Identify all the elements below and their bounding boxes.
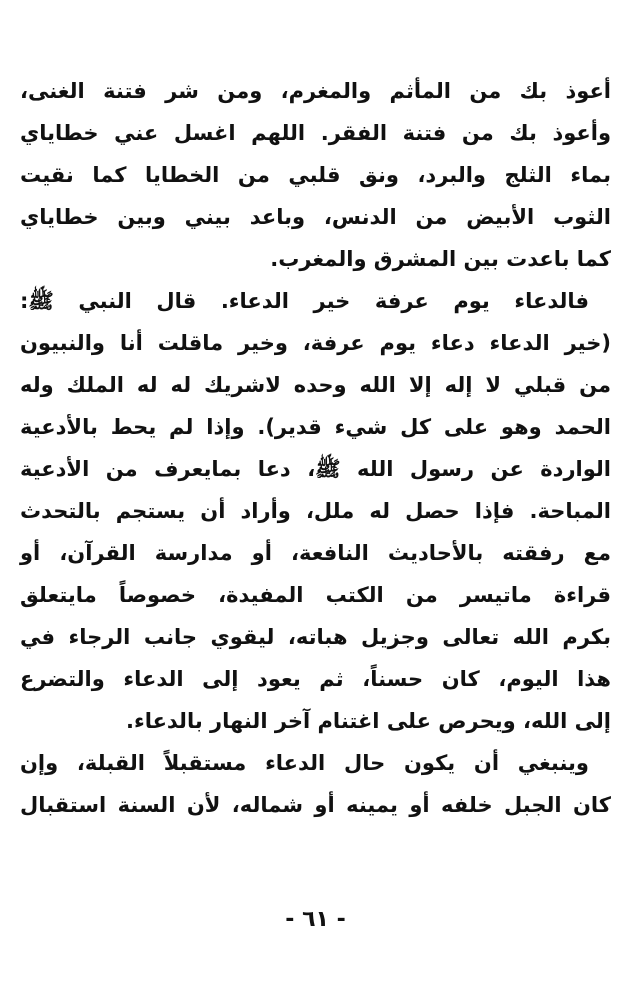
text-line: الواردة عن رسول الله ﷺ، دعا بمايعرف من الأدعية xyxy=(20,457,611,481)
text-line: الحمد وهو على كل شيء قدير). وإذا لم يحط بالأدعية xyxy=(20,415,611,439)
text-line: المباحة. فإذا حصل له ملل، وأراد أن يستجم بالتحدث xyxy=(20,499,611,523)
text-line: إلى الله، ويحرص على اغتنام آخر النهار بالدعاء. xyxy=(125,709,611,733)
text-line: بكرم الله تعالى وجزيل هباته، ليقوي جانب الرجاء في xyxy=(20,625,611,649)
text-line: هذا اليوم، كان حسناً، ثم يعود إلى الدعاء والتضرع xyxy=(20,667,611,691)
text-line: وينبغي أن يكون حال الدعاء مستقبلاً القبلة، وإن xyxy=(20,751,589,775)
text-line: فالدعاء يوم عرفة خير الدعاء. قال النبي ﷺ: xyxy=(20,289,589,313)
text-line: (خير الدعاء دعاء يوم عرفة، وخير ماقلت أنا والنبيون xyxy=(20,331,611,355)
body-text xyxy=(20,70,611,826)
text-line: الثوب الأبيض من الدنس، وباعد بيني وبين خطاياي xyxy=(20,205,611,229)
text-line: قراءة ماتيسر من الكتب المفيدة، خصوصاً مايتعلق xyxy=(20,583,611,607)
text-line: مع رفقته بالأحاديث النافعة، أو مدارسة القرآن، أو xyxy=(20,541,611,565)
page-number: - ٦١ - xyxy=(285,907,346,932)
text-line: أعوذ بك من المأثم والمغرم، ومن شر فتنة الغنى، xyxy=(20,79,611,103)
text-line: وأعوذ بك من فتنة الفقر. اللهم اغسل عني خطاياي xyxy=(20,121,611,145)
text-line: كان الجبل خلفه أو يمينه أو شماله، لأن السنة استقبال xyxy=(20,793,611,817)
text-line: من قبلي لا إله إلا الله وحده لاشريك له له الملك وله xyxy=(20,373,611,397)
text-line: كما باعدت بين المشرق والمغرب. xyxy=(270,247,611,271)
text-line: بماء الثلج والبرد، ونق قلبي من الخطايا كما نقيت xyxy=(20,163,611,187)
